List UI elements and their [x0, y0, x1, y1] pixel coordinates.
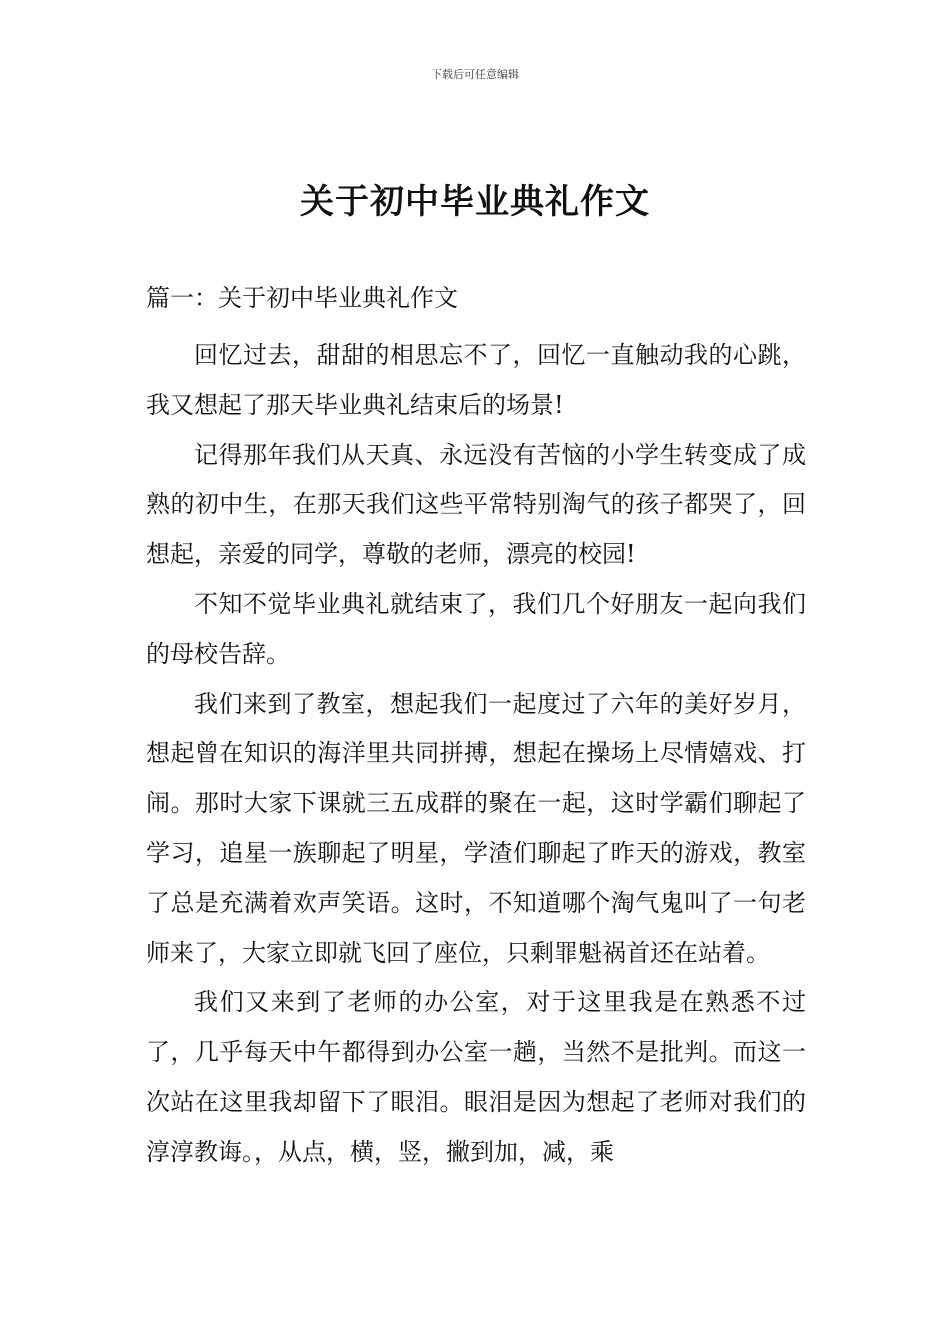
paragraph-4: 我们来到了教室，想起我们一起度过了六年的美好岁月，想起曾在知识的海洋里共同拼搏，想起在操场上尽情嬉戏、打闹。那时大家下课就三五成群的聚在一起，这时学霸们聊起了学习，追星一族聊起了明星，学渣们聊起了昨天的游戏，教室了总是充满着欢声笑语。这时，不知道哪个淘气鬼叫了一句老师来了，大家立即就飞回了座位，只剩罪魁祸首还在站着。: [146, 689, 806, 967]
paragraph-5: 我们又来到了老师的办公室，对于这里我是在熟悉不过了，几乎每天中午都得到办公室一趟，当然不是批判。而这一次站在这里我却留下了眼泪。眼泪是因为想起了老师对我们的淳淳教诲。，从点，横，竖，撇到加，减，乘: [146, 988, 806, 1166]
section-heading: 篇一：关于初中毕业典礼作文: [146, 284, 458, 312]
document-body: [146, 331, 806, 1178]
page-header-note: 下载后可任意编辑: [431, 68, 519, 81]
paragraph-3: 不知不觉毕业典礼就结束了，我们几个好朋友一起向我们的母校告辞。: [146, 589, 806, 668]
paragraph-2: 记得那年我们从天真、永远没有苦恼的小学生转变成了成熟的初中生，在那天我们这些平常特别淘气的孩子都哭了，回想起，亲爱的同学，尊敬的老师，漂亮的校园!: [146, 440, 806, 569]
paragraph-1: 回忆过去，甜甜的相思忘不了，回忆一直触动我的心跳，我又想起了那天毕业典礼结束后的场景!: [146, 341, 806, 419]
document-title: 关于初中毕业典礼作文: [300, 182, 650, 222]
